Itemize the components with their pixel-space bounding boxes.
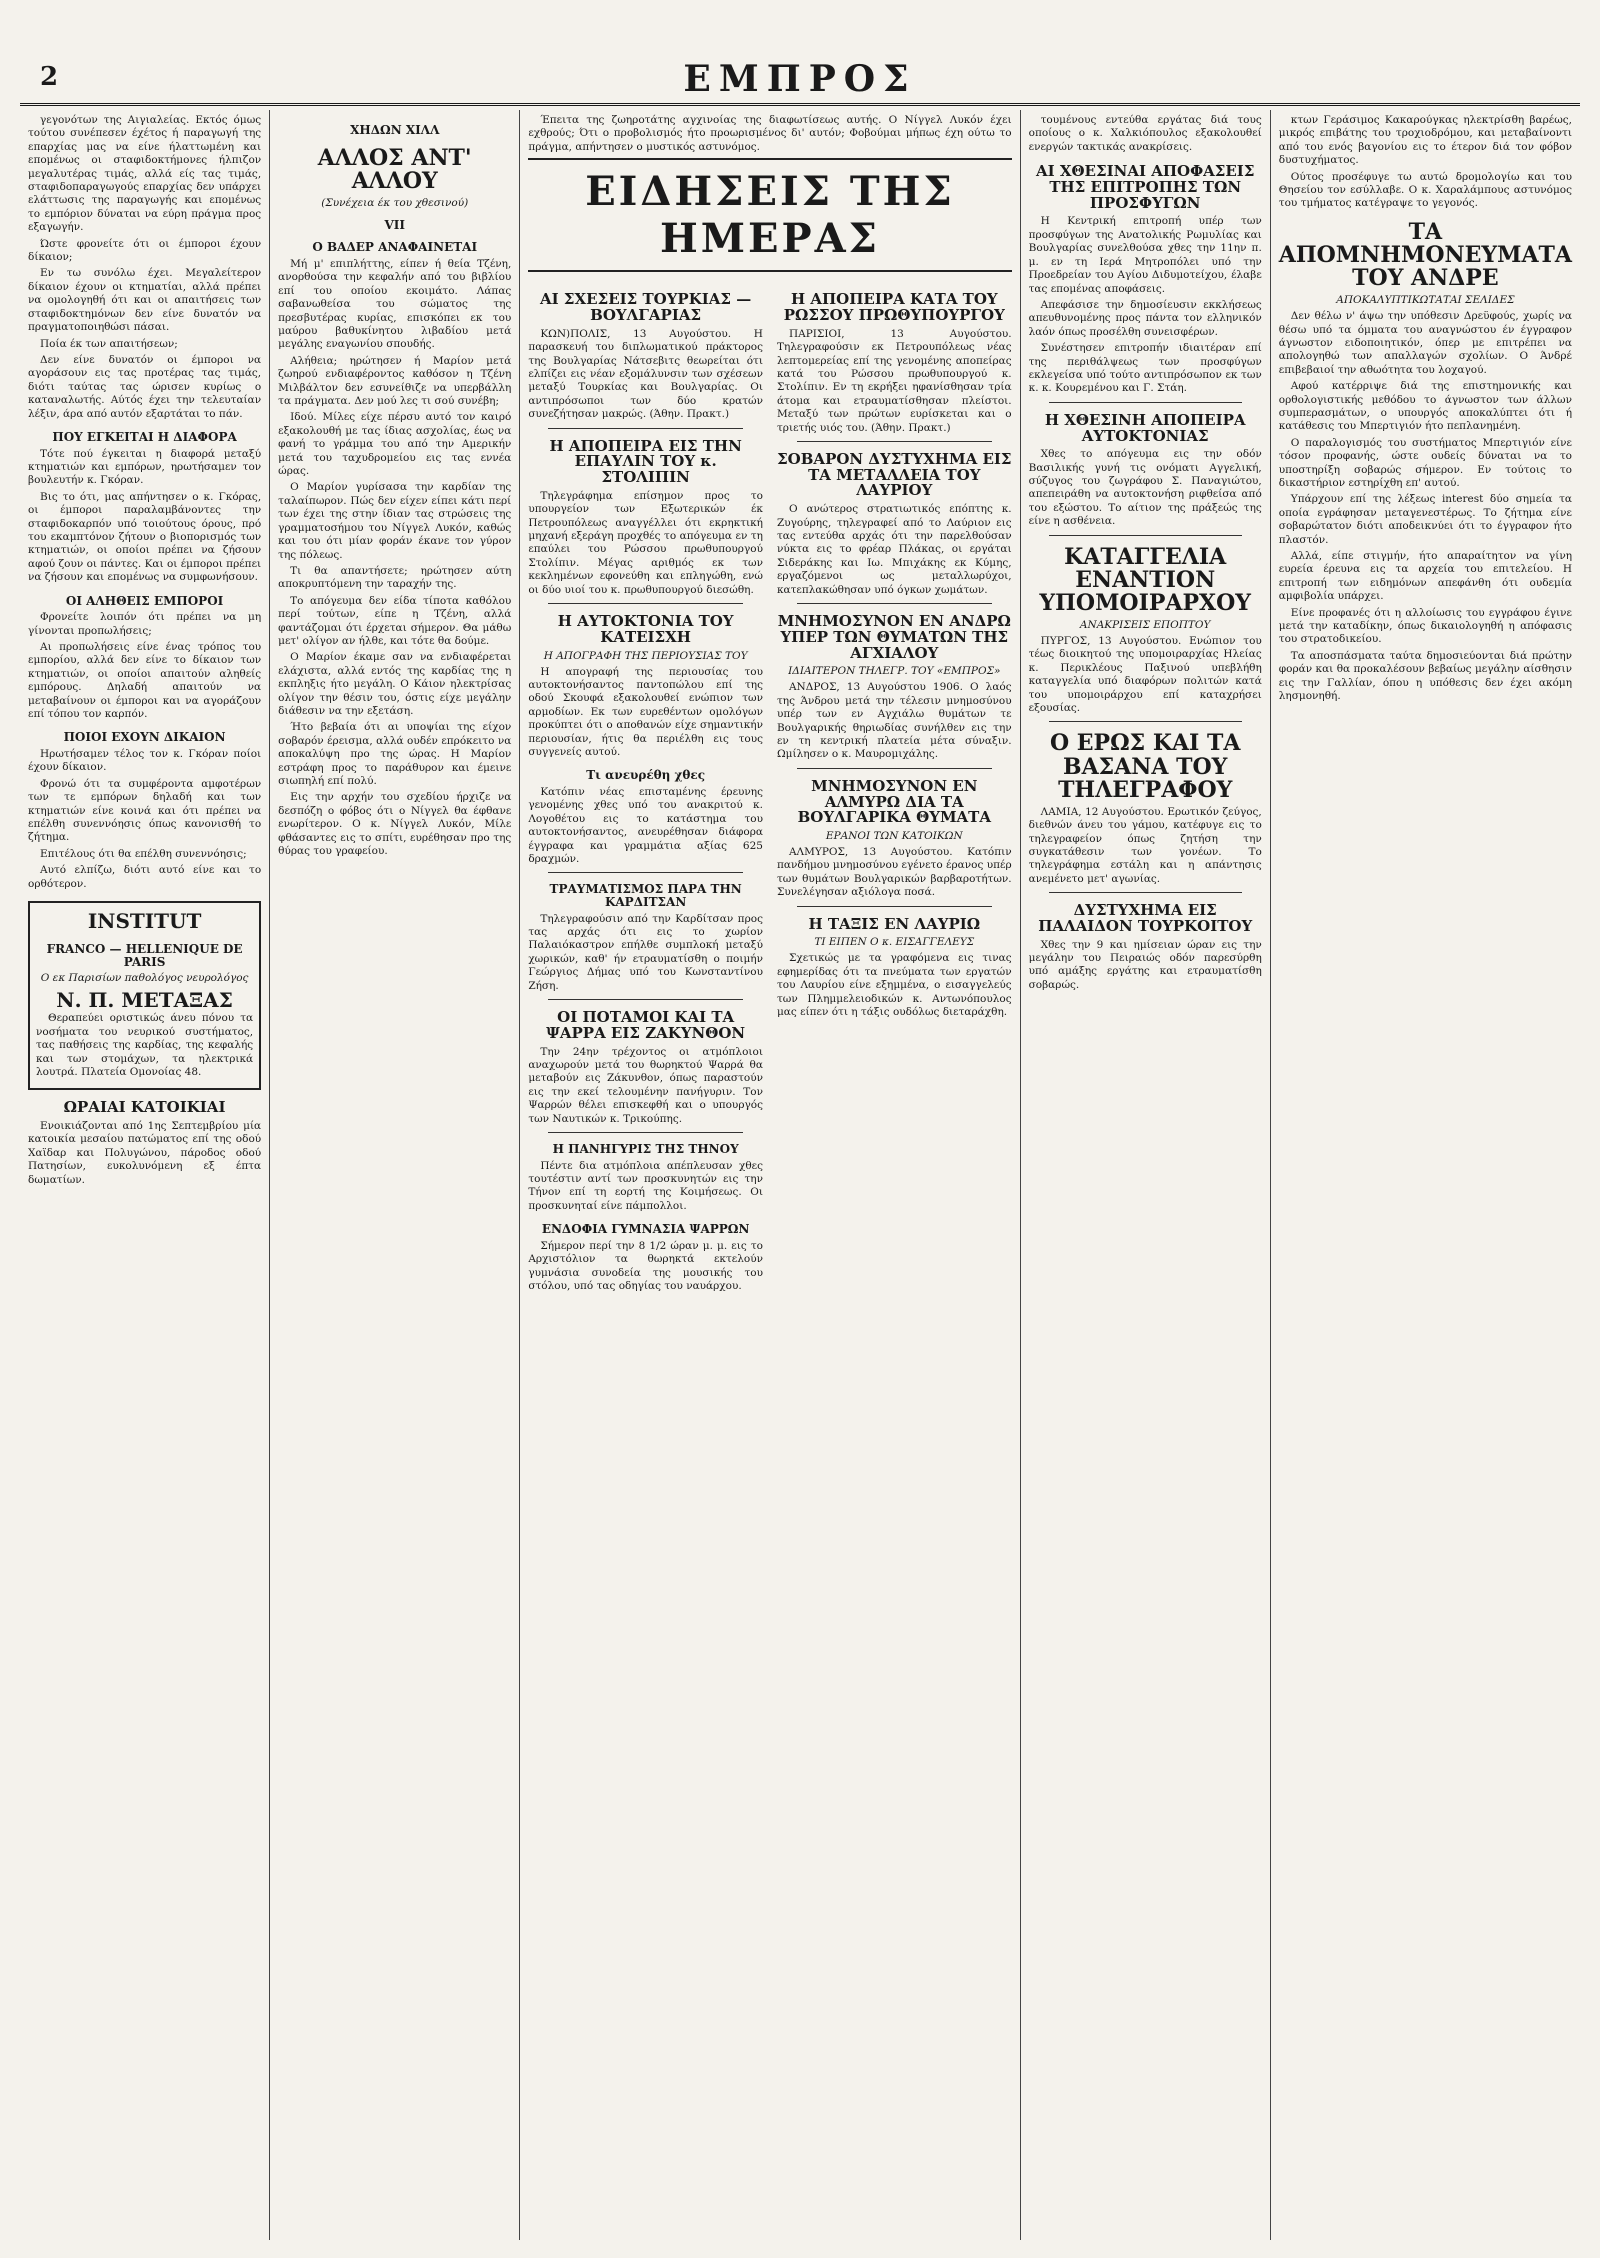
article-text: Τηλεγραφούσιν από την Καρδίτσαν προς τας αρχάς ότι εις το χωρίον Παλαιόκαστρον επήλθε συμπλοκή μεταξύ χωρικών, καθ' ήν ετραυματίσθη ο ποιμήν Γεώργιος Δήμας υπό του Κωνσταντίνου Ζήση.: [528, 912, 763, 992]
section-heading: Η ΠΑΝΗΓΥΡΙΣ ΤΗΣ ΤΗΝΟΥ: [552, 1142, 739, 1156]
section-heading: ΤΑ ΑΠΟΜΝΗΜΟΝΕΥΜΑΤΑ ΤΟΥ ΑΝΔΡΕ: [1278, 218, 1572, 292]
news-column-left: [528, 282, 763, 1296]
ad-text: Θεραπεύει οριστικώς άνευ πόνου τα νοσήματα του νευρικού συστήματος, τας παθήσεις της καρδίας, της κεφαλής και των στομάχων, τα ηλεκτρικά λουτρά. Πλατεία Ομονοίας 48.: [36, 1012, 254, 1078]
article-text: Την 24ην τρέχοντος οι ατμόπλοιοι αναχωρούν μετά του θωρηκτού Ψαρρά θα μεταβούν εις Ζάκυνθον, όπως παραστούν εις την εκεί τελουμένην πανήγυριν. Τον Ψαρρών θέλει επισκεφθή και ο υπουργός των Ναυτικών κ. Τρικούπης.: [528, 1045, 763, 1125]
article-text: ΛΑΜΙΑ, 12 Αυγούστου. Ερωτικόν ζεύγος, διεθνών άνευ του γάμου, κατέφυγε εις το τηλεγραφείον όπως ζητήση την συγκατάθεσιν των γονέων. Το τηλεγράφημα εστάλη και η απάντησις ανεμένετο μετ' αγωνίας.: [1028, 805, 1262, 885]
article-text: Αλήθεια; ηρώτησεν ή Μαρίον μετά ζωηρού ενδιαφέροντος καθόσον η Τζένη Μιλβάλτον δεν εσυνείθιζε να υπερβάλλη τα πράγματα. Δεν μού λες τι σού συνέβη;: [278, 354, 512, 408]
section-heading: ΩΡΑΙΑΙ ΚΑΤΟΙΚΙΑΙ: [63, 1098, 226, 1117]
ad-description: Ο εκ Παρισίων παθολόγος νευρολόγος: [40, 972, 249, 985]
article-text: Μή μ' επιπλήττης, είπεν ή θεία Τζένη, ανορθούσα την κεφαλήν από του βιβλίου επί του οποίου εκοιμάτο. Λάπας σαβανωθείσα του σώματος της πρεσβυτέρας κυρίας, επισκόπει εκ του μαύρου βαθυκίνητου λιβαδίου μετά μεγάλης εναγωνίου σπουδής.: [278, 257, 512, 351]
section-subheading: ΙΔΙΑΙΤΕΡΟΝ ΤΗΛΕΓΡ. ΤΟΥ «ΕΜΠΡΟΣ»: [788, 665, 1001, 678]
article-text: Τα αποσπάσματα ταύτα δημοσιεύονται διά πρώτην φοράν και θα προκαλέσουν βεβαίως μεγάλην αίσθησιν εις την Γαλλίαν, όπου η υπόθεσις δεν έχει ακόμη λησμονηθή.: [1278, 649, 1572, 703]
ad-title: INSTITUT: [87, 909, 202, 934]
ad-doctor-name: Ν. Π. ΜΕΤΑΞΑΣ: [56, 988, 233, 1013]
article-text: Ενοικιάζονται από 1ης Σεπτεμβρίου μία κατοικία μεσαίου πατώματος επί της οδού Χαϊδαρ και Πολυγώνου, πάροδος οδού Πατησίων, ευκολυνόμενη εξ έπτα δωματίων.: [28, 1120, 262, 1186]
newspaper-title: ΕΜΠΡΟΣ: [683, 58, 917, 100]
section-heading: ΤΡΑΥΜΑΤΙΣΜΟΣ ΠΑΡΑ ΤΗΝ ΚΑΡΔΙΤΣΑΝ: [549, 882, 742, 910]
section-heading: ΠΟΥ ΕΓΚΕΙΤΑΙ Η ΔΙΑΦΟΡΑ: [52, 429, 237, 444]
article-text: Πέντε δια ατμόπλοια απέπλευσαν χθες τουτέστιν αντί των προσκυνητών εις την Τήνον επί τη εορτή της Κοιμήσεως. Οι προσκυνηταί είνε πάμπολλοι.: [528, 1159, 763, 1212]
article-text: Η Κεντρική επιτροπή υπέρ των προσφύγων της Ανατολικής Ρωμυλίας και Βουλγαρίας συνελθούσα χθες την 11ην π. μ. εν τη Ιερά Μητροπόλει υπό την Προεδρείαν του Αγίου Διδυμοτείχου, έλαβε τας επομένας αποφάσεις.: [1028, 215, 1262, 295]
page-columns: [20, 110, 1580, 2240]
section-heading: Ο ΕΡΩΣ ΚΑΙ ΤΑ ΒΑΣΑΝΑ ΤΟΥ ΤΗΛΕΓΡΑΦΟΥ: [1049, 730, 1241, 803]
article-text: Φρονώ ότι τα συμφέροντα αμφοτέρων των τε εμπόρων δηλαδή και των κτηματιών είνε κοινά και ότι πρέπει να επέλθη συνεννόησις όπως κανονισθή το ζήτημα.: [28, 777, 262, 844]
article-text: Ο Μαρίον έκαμε σαν να ενδιαφέρεται ελάχιστα, αλλά εντός της καρδίας της η εκπληξις ήτο μεγάλη. Ο Κάιον ηλεκτρίσας ολίγον την θέσιν του, όστις είχε μεγάλην διάθεσιν να την εξετάση.: [278, 651, 512, 717]
advertisement-institut: [28, 901, 261, 1090]
column-5: [1021, 110, 1271, 2240]
article-text: Ο ανώτερος στρατιωτικός επόπτης κ. Ζυγούρης, τηλεγραφεί από το Λαύριον εις τας εντεύθα αρχάς ότι την παρελθούσαν νύκτα εις το φρέαρ Πλάκας, οι εργάται Σιδεράκης και Ιω. Μπιχάκης εκ Κύμης, εργαζόμενοι ως μεταλλωρύχοι, κατεπλακώθησαν υπό όγκων χωμάτων.: [776, 503, 1012, 596]
column-6: [1271, 110, 1580, 2240]
page-number: 2: [40, 62, 59, 92]
news-section: [520, 110, 1020, 2240]
article-text: Είνε προφανές ότι η αλλοίωσις του εγγράφου έγινε μετά την καταδίκην, όπως δικαιολογηθή η απόφασις του στρατοδικείου.: [1278, 606, 1572, 646]
article-text: Ούτος προσέφυγε τω αυτώ δρομολογίω και του Θησείου τον εσύλλαβε. Ο κ. Χαραλάμπους αστυνόμος του τμήματος κατέγραψε το γεγονός.: [1278, 170, 1572, 210]
article-text: Απεφάσισε την δημοσίευσιν εκκλήσεως απευθυνομένης προς πάντα τον ελληνικόν λαόν όπως προσέλθη συνεισφέρων.: [1028, 298, 1262, 338]
article-text: Βις το ότι, μας απήντησεν ο κ. Γκόρας, οι έμποροι παραλαμβάνοντες την σταφιδοκαρπόν υπό τοιούτους όρους, πρό του εκαμπτόνον ζήτουν ο βιοπορισμός των κτηματιών, οι οποίοι πρέπει να ζήσουν αφού ζουν οι πάντες. Και οι έμποροι πρέπει να ζήσουν και επομένως να συμφωνήσουν.: [28, 490, 262, 584]
article-text: ΚΩΝ)ΠΟΛΙΣ, 13 Αυγούστου. Η παρασκευή του διπλωματικού πράκτορος της Βουλγαρίας Νάτσεβιτς θεωρείται ότι ελπίζει εις νέαν εξομάλυνσιν των σχέσεων μεταξύ Τουρκίας και Βουλγαρίας. Οι αντιπρόσωποι των δύο κρατών συνεζήτησαν μακρώς. (Άθην. Πρακτ.): [528, 327, 763, 421]
masthead: [20, 58, 1580, 106]
ad-subtitle: FRANCO — HELLENIQUE DE PARIS: [46, 942, 243, 969]
article-text: Φρονείτε λοιπόν ότι πρέπει να μη γίνονται προπωλήσεις;: [28, 611, 262, 637]
article-text: Τηλεγράφημα επίσημον προς το υπουργείον των Εξωτερικών έκ Πετρουπόλεως αναγγέλλει ότι εκρηκτική μηχανή εξεράγη προχθές το απόγευμα εν τη επαύλει του Ρώσσου πρωθυπουργού Στολίπιν. Μέγας αριθμός εκ των κεκλημένων εφονεύθη και επληγώθη, ενώ οι δύο υιοί του κ. πρωθυπουργού διεσώθη.: [528, 489, 763, 596]
article-text: Επιτέλους ότι θα επέλθη συνεννόησις;: [40, 847, 247, 860]
section-subheading: ΑΠΟΚΑΛΥΠΤΙΚΩΤΑΤΑΙ ΣΕΛΙΔΕΣ: [1336, 294, 1515, 307]
serial-chapter: VII: [384, 217, 405, 232]
article-text: Αυτό ελπίζω, διότι αυτό είνε και το ορθότερον.: [28, 864, 262, 890]
article-text: Ο παραλογισμός του συστήματος Μπερτιγιόν είνε τόσον προφανής, ώστε ουδείς δύναται να το υποστηρίξη σοβαρώς σήμερον. Εν τούτοις το δικαστήριον εστηρίχθη επ' αυτού.: [1278, 436, 1572, 489]
article-text: Αι προπωλήσεις είνε ένας τρόπος του εμπορίου, αλλά δεν είνε το δίκαιον των κτηματιών, οι οποίοι απαιτούν αληθείς εμπόρους. Δηλαδή απαιτούν να μεταβαίνουν οι έμποροι και να αγοράζουν επί τόπου τον καρπόν.: [28, 641, 262, 721]
section-heading: Τι ανευρέθη χθες: [586, 768, 706, 783]
article-text: Εις την αρχήν του σχεδίου ήρχιζε να δεσπόζη ο φόβος ότι ο Νίγγελ θα έφθανε ενωρίτερον. Ο κ. Νίγγελ Λυκόν, Μίλε φθάσαντες εις το σπίτι, ευρέθησαν προ της θύρας του γραφείου.: [278, 791, 512, 858]
news-column-right: [777, 282, 1012, 1296]
article-text: Ο Μαρίον γυρίσασα την καρδίαν της ταλαίπωρον. Πώς δεν είχεν είπει κάτι περί των έχει της στην ίδιαν τας στρώσεις της γραμματοσήμου του Νίγγελ Λυκόν, καθώς και του ότι μίαν φοράν έκανε τον γύρον της πόλεως.: [278, 481, 512, 561]
serial-author: ΧΗΔΩΝ ΧΙΛΛ: [350, 123, 440, 137]
section-heading: Ο ΒΑΔΕΡ ΑΝΑΦΑΙΝΕΤΑΙ: [312, 240, 478, 255]
article-text: Εν τω συνόλω έχει. Μεγαλείτερον δίκαιον έχουν οι κτηματίαι, αλλά πρέπει να ομολογηθή ότι και οι απαιτήσεις των σταφιδοκτημόνων δεν είνε δυνατόν να πραγματοποιηθώσι πάσαι.: [28, 267, 262, 334]
article-text: Χθες το απόγευμα εις την οδόν Βασιλικής γυνή τις ονόματι Αγγελική, σύζυγος του ζωγράφου Σ. Παναγιώτου, απεπειράθη να αυτοκτονήση ριφθείσα από του εξώστου. Το αίτιον της πράξεώς της είνε η ασθένεια.: [1028, 448, 1262, 528]
article-text: Σήμερον περί την 8 1/2 ώραν μ. μ. εις το Αρχιστόλιον τα θωρηκτά εκτελούν γυμνάσια συνοδεία της μουσικής του στόλου, υπό τας οδηγίας του ναυάρχου.: [528, 1239, 763, 1293]
article-text: Το απόγευμα δεν είδα τίποτα καθόλου περί τούτων, είπε η Τζένη, αλλά φαντάζομαι ότι έρχεται σήμερον. Θα μάθω μετ' ολίγον αν ήλθε, και τότε θα δούμε.: [278, 594, 512, 647]
section-subheading: Η ΑΠΟΓΡΑΦΗ ΤΗΣ ΠΕΡΙΟΥΣΙΑΣ ΤΟΥ: [543, 649, 748, 662]
section-heading: Η ΑΠΟΠΕΙΡΑ ΚΑΤΑ ΤΟΥ ΡΩΣΣΟΥ ΠΡΩΘΥΠΟΥΡΓΟΥ: [783, 290, 1005, 324]
article-text: Τι θα απαντήσετε; ηρώτησεν αύτη αποκρυπτόμενη την ταραχήν της.: [278, 564, 512, 591]
article-text: Κατόπιν νέας επισταμένης έρευνης γενομένης χθες υπό του ανακριτού κ. Λογοθέτου εις το κατάστημα του αυτοκτονήσαντος, ανευρέθησαν διάφορα έγγραφα και γραμμάτια αξίας 625 δραχμών.: [528, 786, 763, 866]
article-text: Χθες την 9 και ημίσειαν ώραν εις την μεγάλην του Πειραιώς οδόν παρεσύρθη υπό αμάξης εργάτης και ετραυματίσθη σοβαρώς.: [1028, 938, 1262, 991]
article-text: Αφού κατέρριψε διά της επιστημονικής και ορθολογιστικής μεθόδου το άγνωστον των άλλων συμπερασμάτων, ο υπουργός αποκαλύπτει ότι ή κατάθεσις του Μπερτιγιόν ήτο πεπλανημένη.: [1278, 380, 1572, 433]
section-subheading: ΤΙ ΕΙΠΕΝ Ο κ. ΕΙΣΑΓΓΕΛΕΥΣ: [814, 936, 975, 949]
section-heading: Η ΑΠΟΠΕΙΡΑ ΕΙΣ ΤΗΝ ΕΠΑΥΛΙΝ ΤΟΥ κ. ΣΤΟΛΙΠΙΝ: [549, 436, 742, 487]
section-heading: ΣΟΒΑΡΟΝ ΔΥΣΤΥΧΗΜΑ ΕΙΣ ΤΑ ΜΕΤΑΛΛΕΙΑ ΤΟΥ ΛΑΥΡΙΟΥ: [777, 449, 1012, 500]
article-text: Έπειτα της ζωηροτάτης αγχινοίας της διαφωτίσεως αυτής. Ο Νίγγελ Λυκόν έχει εχθρούς; Ότι ο προβολισμός ήτο προωρισμένος δι' αυτόν; Φοβούμαι μήπως έχη ούτω το πράγμα, απήντησεν ο μυστικός αστυνόμος.: [528, 114, 1012, 153]
article-text: ΑΝΔΡΟΣ, 13 Αυγούστου 1906. Ο λαός της Άνδρου μετά την τέλεσιν μνημοσύνου υπέρ των εν Αγχιάλω θυμάτων τε Βουλγαρικής θηριωδίας συνήλθεν εις την εν τη κεντρική πλατεία μέτα σύναξιν. Ωμίλησεν ο κ. Μαυρομιχάλης.: [776, 681, 1012, 761]
serial-subtitle: (Συνέχεια έκ του χθεσινού): [321, 196, 469, 209]
article-text: Δεν είνε δυνατόν οι έμποροι να αγοράσουν εις τας προτέρας τας τιμάς, διότι ταύτας τας ώρισεν κυρίως ο καταναλωτής. Αύτός έχει την τελευταίαν λέξιν, άρα από αυτόν εξαρτάται το πάν.: [28, 353, 262, 420]
article-text: Ώστε φρονείτε ότι οι έμποροι έχουν δίκαιον;: [28, 237, 262, 264]
section-subheading: ΑΝΑΚΡΙΣΕΙΣ ΕΠΟΠΤΟΥ: [1079, 618, 1211, 631]
section-heading: ΕΝΔΟΦΙΑ ΓΥΜΝΑΣΙΑ ΨΑΡΡΩΝ: [541, 1222, 750, 1237]
serial-title: ΑΛΛΟΣ ΑΝΤ' ΑΛΛΟΥ: [317, 144, 472, 194]
section-heading: Η ΤΑΞΙΣ ΕΝ ΛΑΥΡΙΩ: [808, 914, 981, 933]
article-text: Αλλά, είπε στιγμήν, ήτο απαραίτητον να γίνη ευρεία έρευνα εις τα αρχεία του επιτελείου. Η επιτροπή των ειδημόνων απεφάνθη ότι ουδεμία αμφιβολία υπάρχει.: [1278, 550, 1572, 603]
section-heading: ΔΥΣΤΥΧΗΜΑ ΕΙΣ ΠΑΛΑΙΔΟΝ ΤΟΥΡΚΟΙΤΟΥ: [1038, 901, 1253, 935]
article-text: γεγονότων της Αιγιαλείας. Εκτός όμως τούτου συνέπεσεν έχέτος ή παραγωγή της επαρχίας μας να είνε ήλαττωμένη και επομένως οι σταφιδοκτήμονες ήλπιζον μεγαλυτέρας τιμάς, αλλά είς τας τιμάς, σταφιδοπαραγωγούς επαρχίας δεν υπάρχει ελάττωσις της παραγωγής και επομένως το εμπόριον δύναται να εύρη πράγμα προς εξαγωγήν.: [28, 114, 262, 234]
article-text: Ιδού. Μίλες είχε πέρσυ αυτό τον καιρό εξακολουθή με τας ίδιας ασχολίας, έως να φανή το γράμμα του από την Αμερικήν μετά του ταχυδρομείου εις τας εννέα ώρας.: [278, 411, 512, 478]
article-text: ΠΑΡΙΣΙΟΙ, 13 Αυγούστου. Τηλεγραφούσιν εκ Πετρουπόλεως νέας λεπτομερείας επί της γενομένης αποπείρας κατά του Ρώσσου πρωθυπουργού κ. Στολίπιν. Εν τη εκρήξει ηφανίσθησαν τρία άτομα και ετραυματίσθησαν πλείστοι. Μεταξύ των πρώτων ευρίσκεται και ο τριετής υιός του. (Άθην. Πρακτ.): [776, 327, 1012, 434]
article-text: ΑΛΜΥΡΟΣ, 13 Αυγούστου. Κατόπιν πανδήμου μνημοσύνου εγένετο έρανος υπέρ των θυμάτων Βουλγαρικών βαρβαροτήτων. Συνελέγησαν αξιόλογα ποσά.: [776, 846, 1012, 899]
section-heading: ΟΙ ΠΟΤΑΜΟΙ ΚΑΙ ΤΑ ΨΑΡΡΑ ΕΙΣ ΖΑΚΥΝΘΟΝ: [546, 1008, 746, 1042]
article-text: κτων Γεράσιμος Κακαρούγκας ηλεκτρίσθη βαρέως, μικρός επιβάτης του τροχιοδρόμου, και μεταβαίνοντι από του ενός βαγονίου εις το έτερον διά τον φόβον δυστυχήματος.: [1278, 114, 1572, 167]
article-text: Υπάρχουν επί της λέξεως interest δύο σημεία τα οποία εγράφησαν μεταγενεστέρως. Το ζήτημα είνε σοβαρώτατον διότι αποδεικνύει ότι το έγγραφον ήτο πλαστόν.: [1278, 493, 1572, 546]
section-heading: ΚΑΤΑΓΓΕΛΙΑ ΕΝΑΝΤΙΟΝ ΥΠΟΜΟΙΡΑΡΧΟΥ: [1039, 543, 1251, 616]
section-heading: ΑΙ ΧΘΕΣΙΝΑΙ ΑΠΟΦΑΣΕΙΣ ΤΗΣ ΕΠΙΤΡΟΠΗΣ ΤΩΝ ΠΡΟΣΦΥΓΩΝ: [1035, 162, 1255, 212]
section-heading: Η ΑΥΤΟΚΤΟΝΙΑ ΤΟΥ ΚΑΤΕΙΣΧΗ: [557, 612, 734, 646]
section-heading: ΑΙ ΣΧΕΣΕΙΣ ΤΟΥΡΚΙΑΣ — ΒΟΥΛΓΑΡΙΑΣ: [540, 290, 752, 324]
section-heading: ΜΝΗΜΟΣΥΝΟΝ ΕΝ ΑΛΜΥΡΩ ΔΙΑ ΤΑ ΒΟΥΛΓΑΡΙΚΑ ΘΥΜΑΤΑ: [797, 776, 991, 827]
section-heading: ΟΙ ΑΛΗΘΕΙΣ ΕΜΠΟΡΟΙ: [65, 593, 224, 608]
article-text: Σχετικώς με τα γραφόμενα εις τινας εφημερίδας ότι τα πνεύματα των εργατών του Λαυρίου είνε εξημμένα, ο εισαγγελεύς των Πλημμελειοδικών κ. Αντωνόπουλος μας είπεν ότι η τάξις ουδόλως διεταράχθη.: [776, 952, 1012, 1018]
column-1: [20, 110, 270, 2240]
section-subheading: ΕΡΑΝΟΙ ΤΩΝ ΚΑΤΟΙΚΩΝ: [825, 830, 963, 842]
article-text: Ήτο βεβαία ότι αι υποψίαι της είχον σοβαρόν έρεισμα, αλλά ουδέν επρόκειτο να αποκαλύψη προ της ώρας. Η Μαρίον εστράφη προς το παράθυρον και έμεινε σιωπηλή επί πολύ.: [278, 721, 512, 787]
section-heading: ΠΟΙΟΙ ΕΧΟΥΝ ΔΙΚΑΙΟΝ: [63, 730, 226, 745]
article-text: Συνέστησεν επιτροπήν ιδιαιτέραν επί της περιθάλψεως των προσφύγων εκλεγείσα υπό τούτο αντιπρόσωπον εκ των κ. κ. Κουρεμένου και Γ. Στάη.: [1028, 342, 1262, 395]
article-text: τουμένους εντεύθα εργάτας διά τους οποίους ο κ. Χαλκιόπουλος εξακολουθεί ενεργών τακτικάς ανακρίσεις.: [1028, 114, 1262, 153]
article-text: Η απογραφή της περιουσίας του αυτοκτονήσαντος παντοπώλου επί της οδού Σκουφά εξακολουθεί ενώπιον των αρμοδίων. Εκ των ευρεθέντων ομολόγων προκύπτει ότι ο αποθανών είχε σημαντικήν περιουσίαν, ήτις θα περιέλθη εις τους συγγενείς αυτού.: [528, 665, 763, 758]
article-text: Τότε πού έγκειται η διαφορά μεταξύ κτηματιών και εμπόρων, ηρωτήσαμεν τον βουλευτήν κ. Γκόραν.: [28, 447, 262, 487]
news-banner: ΕΙΔΗΣΕΙΣ ΤΗΣ ΗΜΕΡΑΣ: [528, 158, 1011, 272]
article-text: ΠΥΡΓΟΣ, 13 Αυγούστου. Ενώπιον του τέως διοικητού της υπομοιραρχίας Ηλείας κ. Περικλέους Παξινού υπεβλήθη καταγγελία υπό διαφόρων πολιτών κατά του υπομοιράρχου επί καταχρήσει εξουσίας.: [1028, 634, 1262, 714]
section-heading: ΜΝΗΜΟΣΥΝΟΝ ΕΝ ΑΝΔΡΩ ΥΠΕΡ ΤΩΝ ΘΥΜΑΤΩΝ ΤΗΣ ΑΓΧΙΑΛΟΥ: [777, 612, 1011, 662]
article-text: Ποία έκ των απαιτήσεων;: [40, 337, 178, 350]
section-heading: Η ΧΘΕΣΙΝΗ ΑΠΟΠΕΙΡΑ ΑΥΤΟΚΤΟΝΙΑΣ: [1044, 410, 1246, 445]
article-text: Δεν θέλω ν' άψω την υπόθεσιν Δρεϋφούς, χωρίς να θέσω υπό τα όμματα του αναγνώστου έν έγγραφον άγνωστον ειδοποιητικόν, όπερ με επιτρέπει να απολογηθώ των απαλλαγών σχολίων. Ο Άνδρέ επιβεβαιοί την αθωότητα του λοχαγού.: [1278, 310, 1572, 376]
column-2: [270, 110, 520, 2240]
article-text: Ηρωτήσαμεν τέλος τον κ. Γκόραν ποίοι έχουν δίκαιον.: [28, 748, 262, 774]
